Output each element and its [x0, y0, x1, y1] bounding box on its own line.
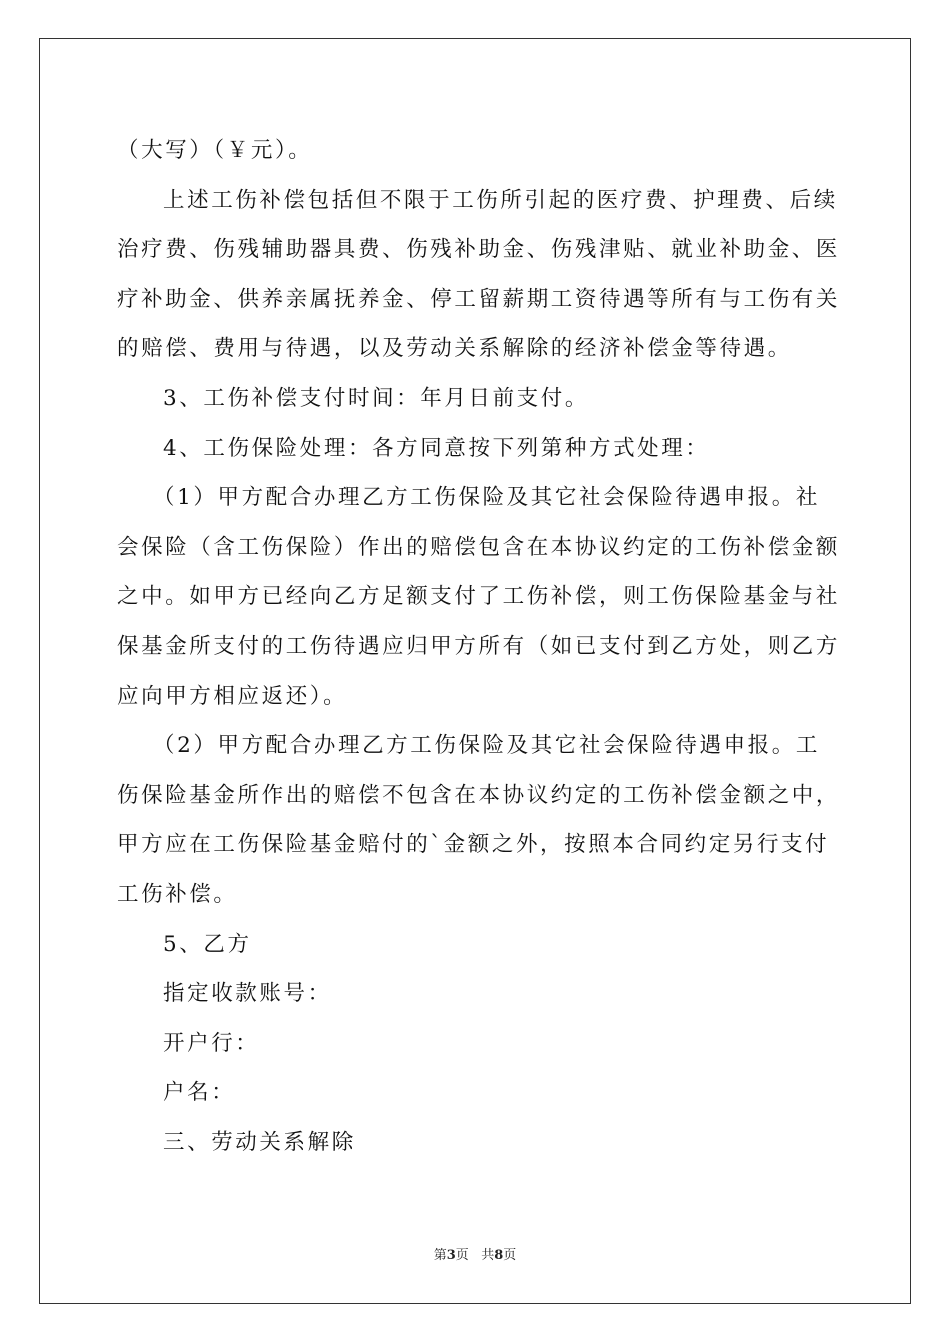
text-line: 工伤补偿。: [117, 881, 238, 907]
text-line: 甲方应在工伤保险基金赔付的`金额之外，按照本合同约定另行支付: [117, 832, 830, 858]
text-line: 户名：: [163, 1080, 236, 1106]
text-line: 开户行：: [163, 1030, 260, 1056]
page-number: 3: [446, 1248, 456, 1263]
total-prefix: 共: [481, 1248, 495, 1263]
text-line: 疗补助金、供养亲属抚养金、停工留薪期工资待遇等所有与工伤有关: [117, 286, 841, 312]
text-line: 会保险（含工伤保险）作出的赔偿包含在本协议约定的工伤补偿金额: [117, 534, 841, 560]
page-footer: [0, 1248, 950, 1264]
text-line: 指定收款账号：: [163, 981, 332, 1007]
text-line: 保基金所支付的工伤待遇应归甲方所有（如已支付到乙方处，则乙方: [117, 633, 841, 659]
text-line: 3、工伤补偿支付时间：年月日前支付。: [163, 385, 589, 411]
text-line: 5、乙方: [163, 931, 252, 957]
text-line: 三、劳动关系解除: [163, 1129, 356, 1155]
text-line: 4、工伤保险处理：各方同意按下列第种方式处理：: [163, 435, 710, 461]
page-prefix: 第: [433, 1248, 447, 1263]
text-line: 治疗费、伤残辅助器具费、伤残补助金、伤残津贴、就业补助金、医: [117, 237, 841, 263]
text-line: （2）甲方配合办理乙方工伤保险及其它社会保险待遇申报。工: [153, 733, 820, 759]
text-line: 的赔偿、费用与待遇，以及劳动关系解除的经济补偿金等待遇。: [117, 336, 792, 362]
text-line: 伤保险基金所作出的赔偿不包含在本协议约定的工伤补偿金额之中，: [117, 782, 841, 808]
text-line: （1）甲方配合办理乙方工伤保险及其它社会保险待遇申报。社: [153, 485, 820, 511]
total-suffix: 页: [503, 1248, 517, 1263]
text-line: 应向甲方相应返还）。: [117, 683, 348, 709]
text-line: 之中。如甲方已经向乙方足额支付了工伤补偿，则工伤保险基金与社: [117, 584, 841, 610]
total-pages: 8: [494, 1248, 504, 1263]
document-body: [117, 126, 841, 1167]
text-line: （大写）（￥元）。: [117, 138, 313, 163]
page-suffix: 页: [455, 1248, 469, 1263]
text-line: 上述工伤补偿包括但不限于工伤所引起的医疗费、护理费、后续: [163, 187, 838, 213]
